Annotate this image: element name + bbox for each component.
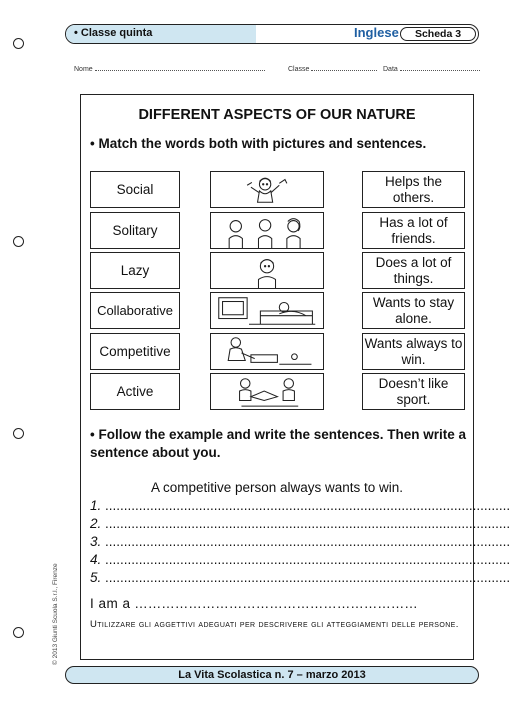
binder-hole — [13, 428, 24, 439]
class-field[interactable]: Classe — [288, 64, 377, 73]
page-title: DIFFERENT ASPECTS OF OUR NATURE — [138, 107, 416, 123]
children-reading-icon — [211, 374, 323, 409]
example-sentence: A competitive person always wants to win. — [150, 480, 404, 495]
word-box-solitary[interactable]: Solitary — [90, 212, 180, 249]
instruction-write: • Follow the example and write the sentences. Then write a sentence about you. — [90, 427, 467, 460]
binder-hole — [13, 627, 24, 638]
word-box-competitive[interactable]: Competitive — [90, 333, 180, 370]
header-band — [65, 24, 479, 44]
child-on-sofa-icon — [211, 293, 323, 328]
answer-line-4[interactable]: 4. ............................................................................................................ — [90, 552, 510, 567]
sentence-box-4[interactable]: Wants to stay alone. — [362, 292, 465, 329]
answer-line-1[interactable]: 1. ............................................................................................................ — [90, 498, 510, 513]
boy-icon — [211, 253, 323, 288]
copyright: © 2013 Giunti Scuola S.r.l., Firenze — [52, 563, 59, 665]
answer-line-5[interactable]: 5. ............................................................................................................ — [90, 570, 510, 585]
instruction-match: • Match the words both with pictures and sentences. — [90, 136, 427, 151]
picture-box-1[interactable] — [210, 171, 324, 208]
footer-band: La Vita Scolastica n. 7 – marzo 2013 — [65, 666, 479, 684]
subject-label: Inglese — [354, 25, 399, 40]
self-sentence-line[interactable]: I am a ……………………………………………………… — [90, 596, 418, 611]
child-waving-icon — [211, 172, 323, 207]
sentence-box-2[interactable]: Has a lot of friends. — [362, 212, 465, 249]
name-field[interactable]: Nome — [74, 64, 265, 73]
date-field[interactable]: Data — [383, 64, 480, 73]
binder-hole — [13, 38, 24, 49]
answer-line-3[interactable]: 3. ............................................................................................................ — [90, 534, 510, 549]
child-playing-game-icon — [211, 334, 323, 369]
picture-box-5[interactable] — [210, 333, 324, 370]
word-box-social[interactable]: Social — [90, 171, 180, 208]
class-label: • Classe quinta — [74, 27, 153, 39]
sentence-box-1[interactable]: Helps the others. — [362, 171, 465, 208]
class-label-area — [66, 25, 256, 43]
picture-box-6[interactable] — [210, 373, 324, 410]
word-box-lazy[interactable]: Lazy — [90, 252, 180, 289]
teacher-note: Utilizzare gli aggettivi adeguati per descrivere gli atteggiamenti delle persone. — [90, 619, 459, 630]
binder-hole — [13, 236, 24, 247]
picture-box-2[interactable] — [210, 212, 324, 249]
sentence-box-6[interactable]: Doesn’t like sport. — [362, 373, 465, 410]
answer-line-2[interactable]: 2. ............................................................................................................ — [90, 516, 510, 531]
sentence-box-5[interactable]: Wants always to win. — [362, 333, 465, 370]
three-children-icon — [211, 213, 323, 248]
sentence-box-3[interactable]: Does a lot of things. — [362, 252, 465, 289]
picture-box-3[interactable] — [210, 252, 324, 289]
word-box-collaborative[interactable]: Collaborative — [90, 292, 180, 329]
picture-box-4[interactable] — [210, 292, 324, 329]
word-box-active[interactable]: Active — [90, 373, 180, 410]
sheet-badge: Scheda 3 — [400, 27, 476, 41]
